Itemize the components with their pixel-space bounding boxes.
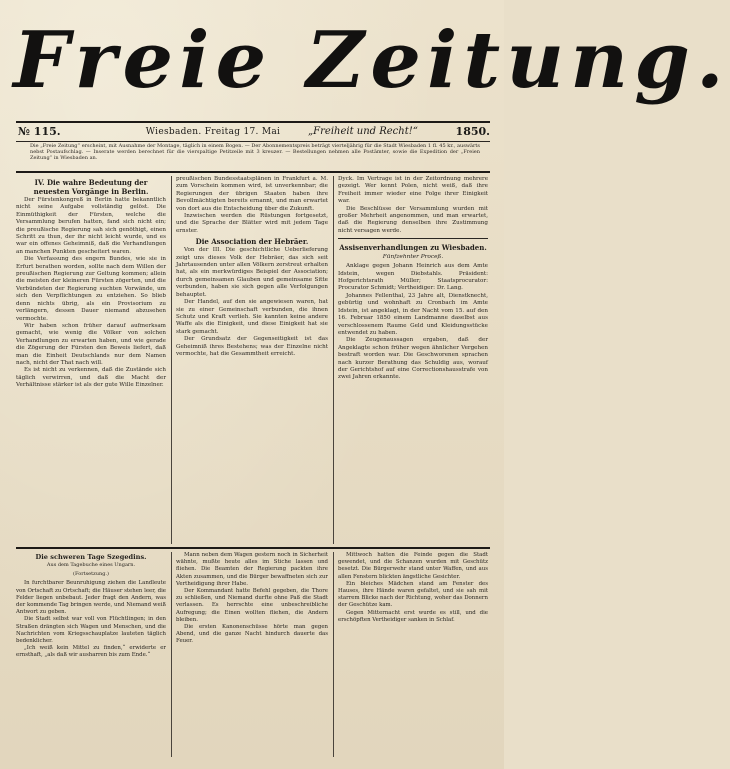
article-paragraph: preußischen Bundesstaatsplänen in Frankfurt a. M. zum Vorschein kommen wird, ist unverkennbar; die Regierungen der übrigen Staaten haben ihre Bevollmächtigten bereits ernannt, und man erwartet von dort aus die Entscheidung über die Zukunft. — [176, 176, 328, 212]
issue-line — [18, 124, 490, 140]
issue-motto: „Freiheit und Recht!“ — [308, 126, 418, 137]
issue-place-date: Wiesbaden. Freitag 17. Mai — [145, 127, 281, 137]
feuilleton-column-2 — [176, 552, 328, 762]
column-2 — [176, 176, 328, 544]
article-paragraph: Von der III. Die geschichtliche Ueberlieferung zeigt uns dieses Volk der Hebräer, das sich seit Jahrtausenden unter allen Völkern zerstreut erhalten hat, als ein merkwürdiges Beispiel der Association; durch gemeinsamen Glauben und gemeinsame Sitte verbunden, haben sie sich gegen alle Verfolgungen behauptet. — [176, 247, 328, 298]
feuilleton-heading: Die schweren Tage Szegedins. — [35, 553, 147, 561]
article-paragraph: Anklage gegen Johann Heinrich aus dem Amte Idstein, wegen Diebstahls. Präsident: Hofgerichtsrath Müller; Staatsprocurator: Procurator Schmidt; Vertheidiger: Dr. Lang. — [338, 263, 488, 292]
article-heading: Die Association der Hebräer. — [195, 237, 309, 247]
column-divider — [333, 552, 334, 757]
feuilleton-subheading: Aus dem Tagebuche eines Ungarn. — [46, 562, 136, 568]
issue-number: № 115. — [18, 125, 61, 138]
article-subheading: Fünfzehnter Proceß. — [382, 254, 444, 261]
feuilleton-paragraph: Die Stadt selbst war voll von Flüchtlingen; in den Straßen drängten sich Wagen und Menschen, und die Nachrichten vom Kriegsschauplatze lauteten täglich bedenklicher. — [16, 616, 166, 645]
feuilleton-paragraph: „Ich weiß kein Mittel zu finden,“ erwiderte er ernsthaft, „als daß wir ausharren bis zum Ende.“ — [16, 645, 166, 659]
feuilleton-column-1 — [16, 552, 166, 762]
feuilleton-paragraph: Mann neben dem Wagen gestern noch in Sicherheit wähnte, mußte heute alles im Stiche lassen und fliehen. Die Beamten der Regierung packten ihre Akten zusammen, und die Bürger bewaffneten sich zur Vertheidigung ihrer Habe. — [176, 552, 328, 587]
article-paragraph: Die Beschlüsse der Versammlung wurden mit großer Mehrheit angenommen, und man erwartet, daß die Regierung denselben ihre Zustimmung nicht versagen werde. — [338, 205, 488, 234]
feuilleton-paragraph: Gegen Mitternacht erst wurde es still, und die erschöpften Vertheidiger sanken in Schlaf. — [338, 609, 488, 623]
feuilleton-paragraph: Mittwoch hatten die Feinde gegen die Stadt gewendet, und die Schanzen wurden mit Geschütz besetzt. Die Bürgerwehr stand unter Waffen, und aus allen Fenstern blickten ängstliche Gesichter. — [338, 552, 488, 580]
column-divider — [171, 176, 172, 544]
article-paragraph: Dyck. Im Vertrage ist in der Zeitordnung mehrere gezeigt. Wer kennt Polen, nicht weiß, daß ihre Freiheit immer wieder eine Folge ihrer Einigkeit war. — [338, 176, 488, 205]
column-divider — [333, 176, 334, 544]
article-paragraph: Die Verfassung des engern Bundes, wie sie in Erfurt berathen worden, sollte nach dem Willen der preußischen Regierung zur Geltung kommen; allein die meisten der kleineren Fürsten zögerten, und die Verbündeten der Regierung suchten Vorwände, um sich den Verpflichtungen zu entziehen. So blieb denn nichts übrig, als ein Provisorium zu verlängern, dessen Dauer niemand abzusehen vermochte. — [16, 256, 166, 322]
column-3 — [338, 176, 488, 544]
issue-year: 1850. — [455, 125, 490, 138]
feuilleton-paragraph: Ein bleiches Mädchen stand am Fenster des Hauses, ihre Hände waren gefaltet, und sie sah mit starrem Blicke nach der Richtung, woher das Donnern der Geschütze kam. — [338, 580, 488, 609]
article-paragraph: Es ist nicht zu verkennen, daß die Zustände sich täglich verwirren, und daß die Macht der Verhältnisse stärker ist als der gute Wille Einzelner. — [16, 367, 166, 389]
feuilleton-column-3 — [338, 552, 488, 762]
article-heading: IV. Die wahre Bedeutung der neuesten Vorgänge in Berlin. — [33, 178, 149, 196]
article-paragraph: Der Handel, auf den sie angewiesen waren, hat sie zu einer Gemeinschaft verbunden, die ihnen Schutz und Kraft verlieh. Sie kannten keine andere Waffe als die Einigkeit, und diese Einigkeit hat sie stark gemacht. — [176, 299, 328, 335]
article-heading: Assisenverhandlungen zu Wiesbaden. — [339, 243, 487, 253]
column-divider — [171, 552, 172, 757]
issue-rule — [16, 141, 490, 142]
subscription-notice: Die „Freie Zeitung“ erscheint, mit Ausnahme der Montage, täglich in einem Bogen. — Der Abonnementspreis beträgt vierteljährig für die Stadt Wiesbaden 1 fl. 45 kr., auswärts nebst Postaufschlag. — Inserate werden berechnet für die vierspaltige Petitzeile mit 3 kreuzer. — Bestellungen nehmen alle Postämter, sowie die Expedition der „Freien Zeitung“ in Wiesbaden an. — [30, 143, 480, 162]
article-paragraph: Johannes Fellenthal, 23 Jahre alt, Dienstknecht, gebürtig und wohnhaft zu Cronbach im Amte Idstein, ist angeklagt, in der Nacht vom 15. auf den 16. Februar 1850 einem Landmanne daselbst aus verschlossenem Raume Geld und Kleidungsstücke entwendet zu haben. — [338, 292, 488, 336]
feuilleton-paragraph: Der Kommandant hatte Befehl gegeben, die Thore zu schließen, und Niemand durfte ohne Paß die Stadt verlassen. Es herrschte eine unbeschreibliche Aufregung; die Einen wollten fliehen, die Andern bleiben. — [176, 588, 328, 623]
masthead-title: Freie Zeitung. — [13, 15, 730, 106]
article-paragraph: Der Fürstenkongreß in Berlin hatte bekanntlich nicht seine Aufgabe vollständig gelöst. Die Einmüthigkeit der Fürsten, welche die Versammlung berufen hatten, fand sich nicht ein; die preußische Regierung sah sich genöthigt, einen Schritt zu thun, der ihr nicht leicht wurde, und es war ein offenes Geheimniß, daß die Verhandlungen an manchen Punkten gescheitert waren. — [16, 197, 166, 255]
article-paragraph: Der Grundsatz der Gegenseitigkeit ist das Geheimniß ihres Bestehens; was der Einzelne nicht vermochte, hat die Gesammtheit erreicht. — [176, 336, 328, 357]
court-report-box — [338, 238, 488, 382]
feuilleton-paragraph: In furchtbarer Beunruhigung ziehen die Landleute von Ortschaft zu Ortschaft; die Häuser stehen leer, die Felder liegen unbebaut. Jeder fragt den Andern, was der kommende Tag bringen werde, und Niemand weiß Antwort zu geben. — [16, 580, 166, 616]
article-paragraph: Inzwischen werden die Rüstungen fortgesetzt, und die Sprache der Blätter wird mit jedem Tage ernster. — [176, 213, 328, 234]
article-paragraph: Wir haben schon früher darauf aufmerksam gemacht, wie wenig die Völker von solchen Verhandlungen zu erwarten haben, und wie gerade die Zögerung der Fürsten den Beweis liefert, daß man die Einheit Deutschlands nur dem Namen nach, nicht der That nach will. — [16, 322, 166, 366]
notice-rule — [16, 171, 490, 173]
feuilleton-paragraph: Die ersten Kanonenschüsse hörte man gegen Abend, und die ganze Nacht hindurch dauerte das Feuer. — [176, 624, 328, 645]
feuilleton-continuation: (Fortsetzung.) — [73, 571, 109, 578]
masthead-rule — [16, 121, 490, 123]
article-paragraph: Die Zeugenaussagen ergaben, daß der Angeklagte schon früher wegen ähnlicher Vergehen bestraft worden war. Die Geschworenen sprachen nach kurzer Berathung das Schuldig aus, worauf der Gerichtshof auf eine Correctionshausstrafe von zwei Jahren erkannte. — [338, 337, 488, 381]
feuilleton-rule — [16, 547, 490, 549]
column-1 — [16, 176, 166, 544]
